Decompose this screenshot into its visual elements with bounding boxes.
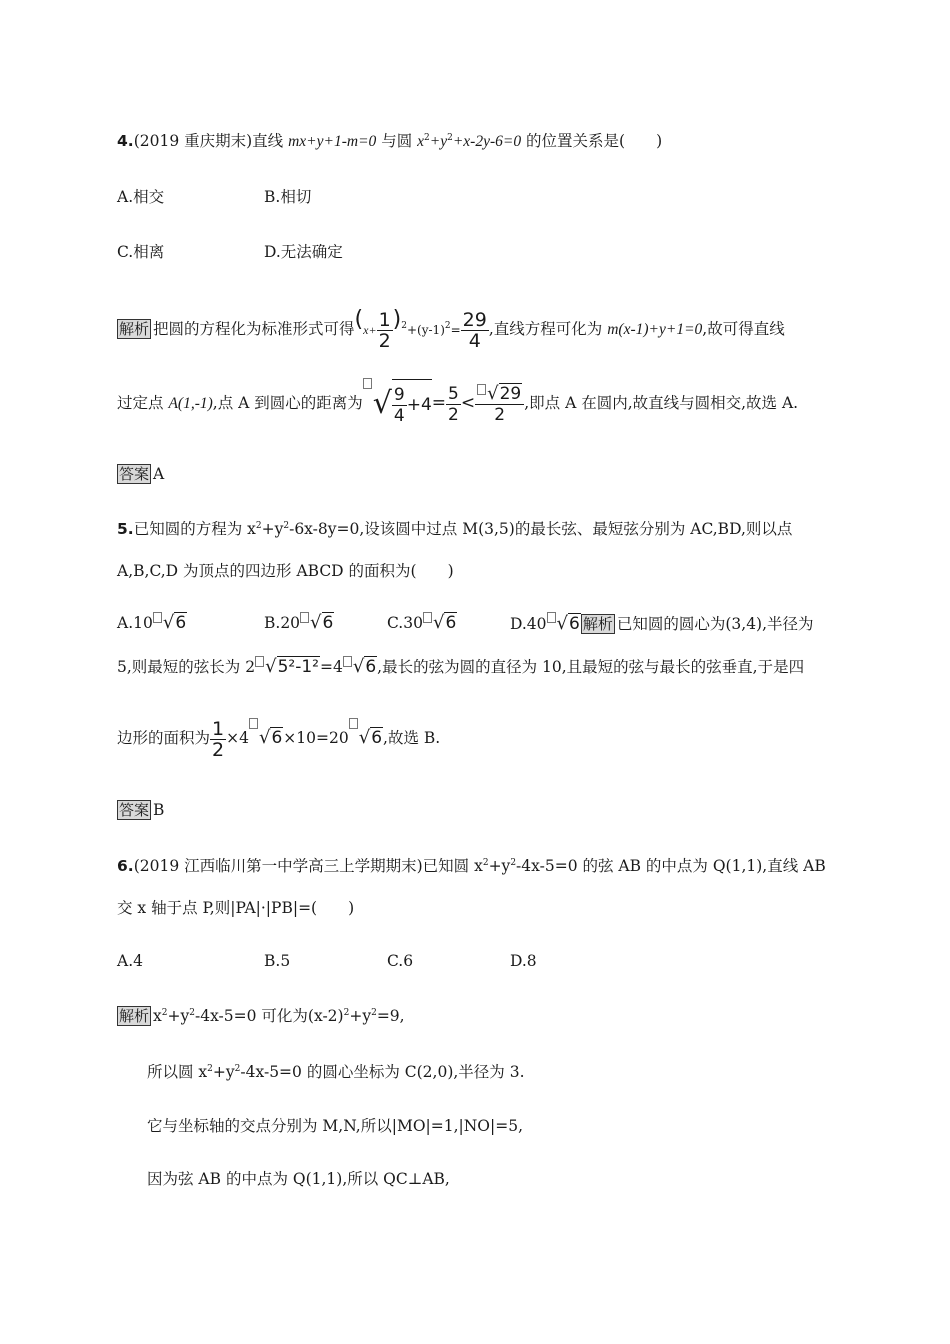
q6-option-c[interactable]: C.6 bbox=[387, 952, 414, 970]
q5-option-c[interactable]: C.30 √6 bbox=[387, 612, 457, 633]
q4-answer: 答案 A bbox=[119, 465, 165, 483]
q6-option-d[interactable]: D.8 bbox=[510, 952, 537, 970]
q5-option-d[interactable]: D.40 √6 解析 已知圆的圆心为(3,4),半径为 bbox=[510, 613, 814, 634]
q6-option-b[interactable]: B.5 bbox=[264, 952, 291, 970]
q5-answer-tag: 答案 bbox=[119, 801, 150, 819]
q4-analysis-tag: 解析 bbox=[119, 320, 150, 338]
q6-analysis-line1: 解析 $x^2+y^2-4x-5=0$ 可化为$(x-2)^2+y^2=9$, bbox=[119, 1007, 405, 1025]
q5-analysis-tag: 解析 bbox=[582, 615, 613, 633]
q6-number: 6. bbox=[117, 857, 134, 875]
q6-analysis-line4: 因为弦 AB 的中点为 Q(1,1),所以 QC⊥AB, bbox=[147, 1170, 450, 1188]
q4-option-c[interactable]: C.相离 bbox=[117, 243, 165, 261]
q6-analysis-tag: 解析 bbox=[119, 1007, 150, 1025]
q4-option-d[interactable]: D.无法确定 bbox=[264, 243, 343, 261]
q5-analysis-line2: 5,则最短的弦长为 2 √5²-1²=4 √6,最长的弦为圆的直径为 10,且最短的弦与最长的弦垂直,于是四 bbox=[117, 656, 805, 677]
q4-stem: 4.(2019 重庆期末)直线 mx+y+1-m=0 与圆 $x^2+y^2+x-2y-6=0$ 的位置关系是( ) bbox=[117, 132, 663, 150]
q5-number: 5. bbox=[117, 520, 134, 538]
q4-option-a[interactable]: A.相交 bbox=[117, 188, 165, 206]
q4-answer-tag: 答案 bbox=[119, 465, 150, 483]
q6-analysis-line3: 它与坐标轴的交点分别为 M,N,所以|MO|=1,|NO|=5, bbox=[147, 1117, 524, 1135]
q6-analysis-line2: 所以圆 $x^2+y^2-4x-5=0$ 的圆心坐标为 C(2,0),半径为 3. bbox=[147, 1063, 525, 1081]
q4-analysis-line2: 过定点 A(1,-1),点 A 到圆心的距离为 √ $\frac{9}{4}$ +4= $\frac{5}{2}$ < $\frac{√29}{2}$ ,即点 A 在圆内,故直线与圆相交,故选 A. bbox=[117, 378, 798, 430]
q5-stem-line1: 5.已知圆的方程为 $x^2+y^2-6x-8y=0$,设该圆中过点 M(3,5)的最长弦、最短弦分别为 AC,BD,则以点 bbox=[117, 520, 793, 538]
q6-option-a[interactable]: A.4 bbox=[117, 952, 143, 970]
q6-stem-line1: 6.(2019 江西临川第一中学高三上学期期末)已知圆 $x^2+y^2-4x-5=0$ 的弦 AB 的中点为 Q(1,1),直线 AB bbox=[117, 857, 826, 875]
q4-option-b[interactable]: B.相切 bbox=[264, 188, 312, 206]
q5-answer: 答案 B bbox=[119, 801, 165, 819]
q5-stem-line2: A,B,C,D 为顶点的四边形 ABCD 的面积为( ) bbox=[117, 562, 454, 580]
q4-analysis-line1: 解析 把圆的方程化为标准形式可得(x+ $\frac{1}{2}$ )$^2+(y-1)^2=$ $\frac{29}{4}$ ,直线方程可化为 m(x-1)+y+1=0,故可得直线 bbox=[119, 307, 785, 352]
q5-option-a[interactable]: A.10 √6 bbox=[117, 612, 187, 633]
q6-stem-line2: 交 x 轴于点 P,则|PA|·|PB|=( ) bbox=[117, 899, 355, 917]
q5-analysis-line3: 边形的面积为 $\frac{1}{2}$ ×4 √6×10=20 √6,故选 B. bbox=[117, 717, 441, 761]
q5-option-b[interactable]: B.20 √6 bbox=[264, 612, 334, 633]
q4-number: 4. bbox=[117, 132, 134, 150]
